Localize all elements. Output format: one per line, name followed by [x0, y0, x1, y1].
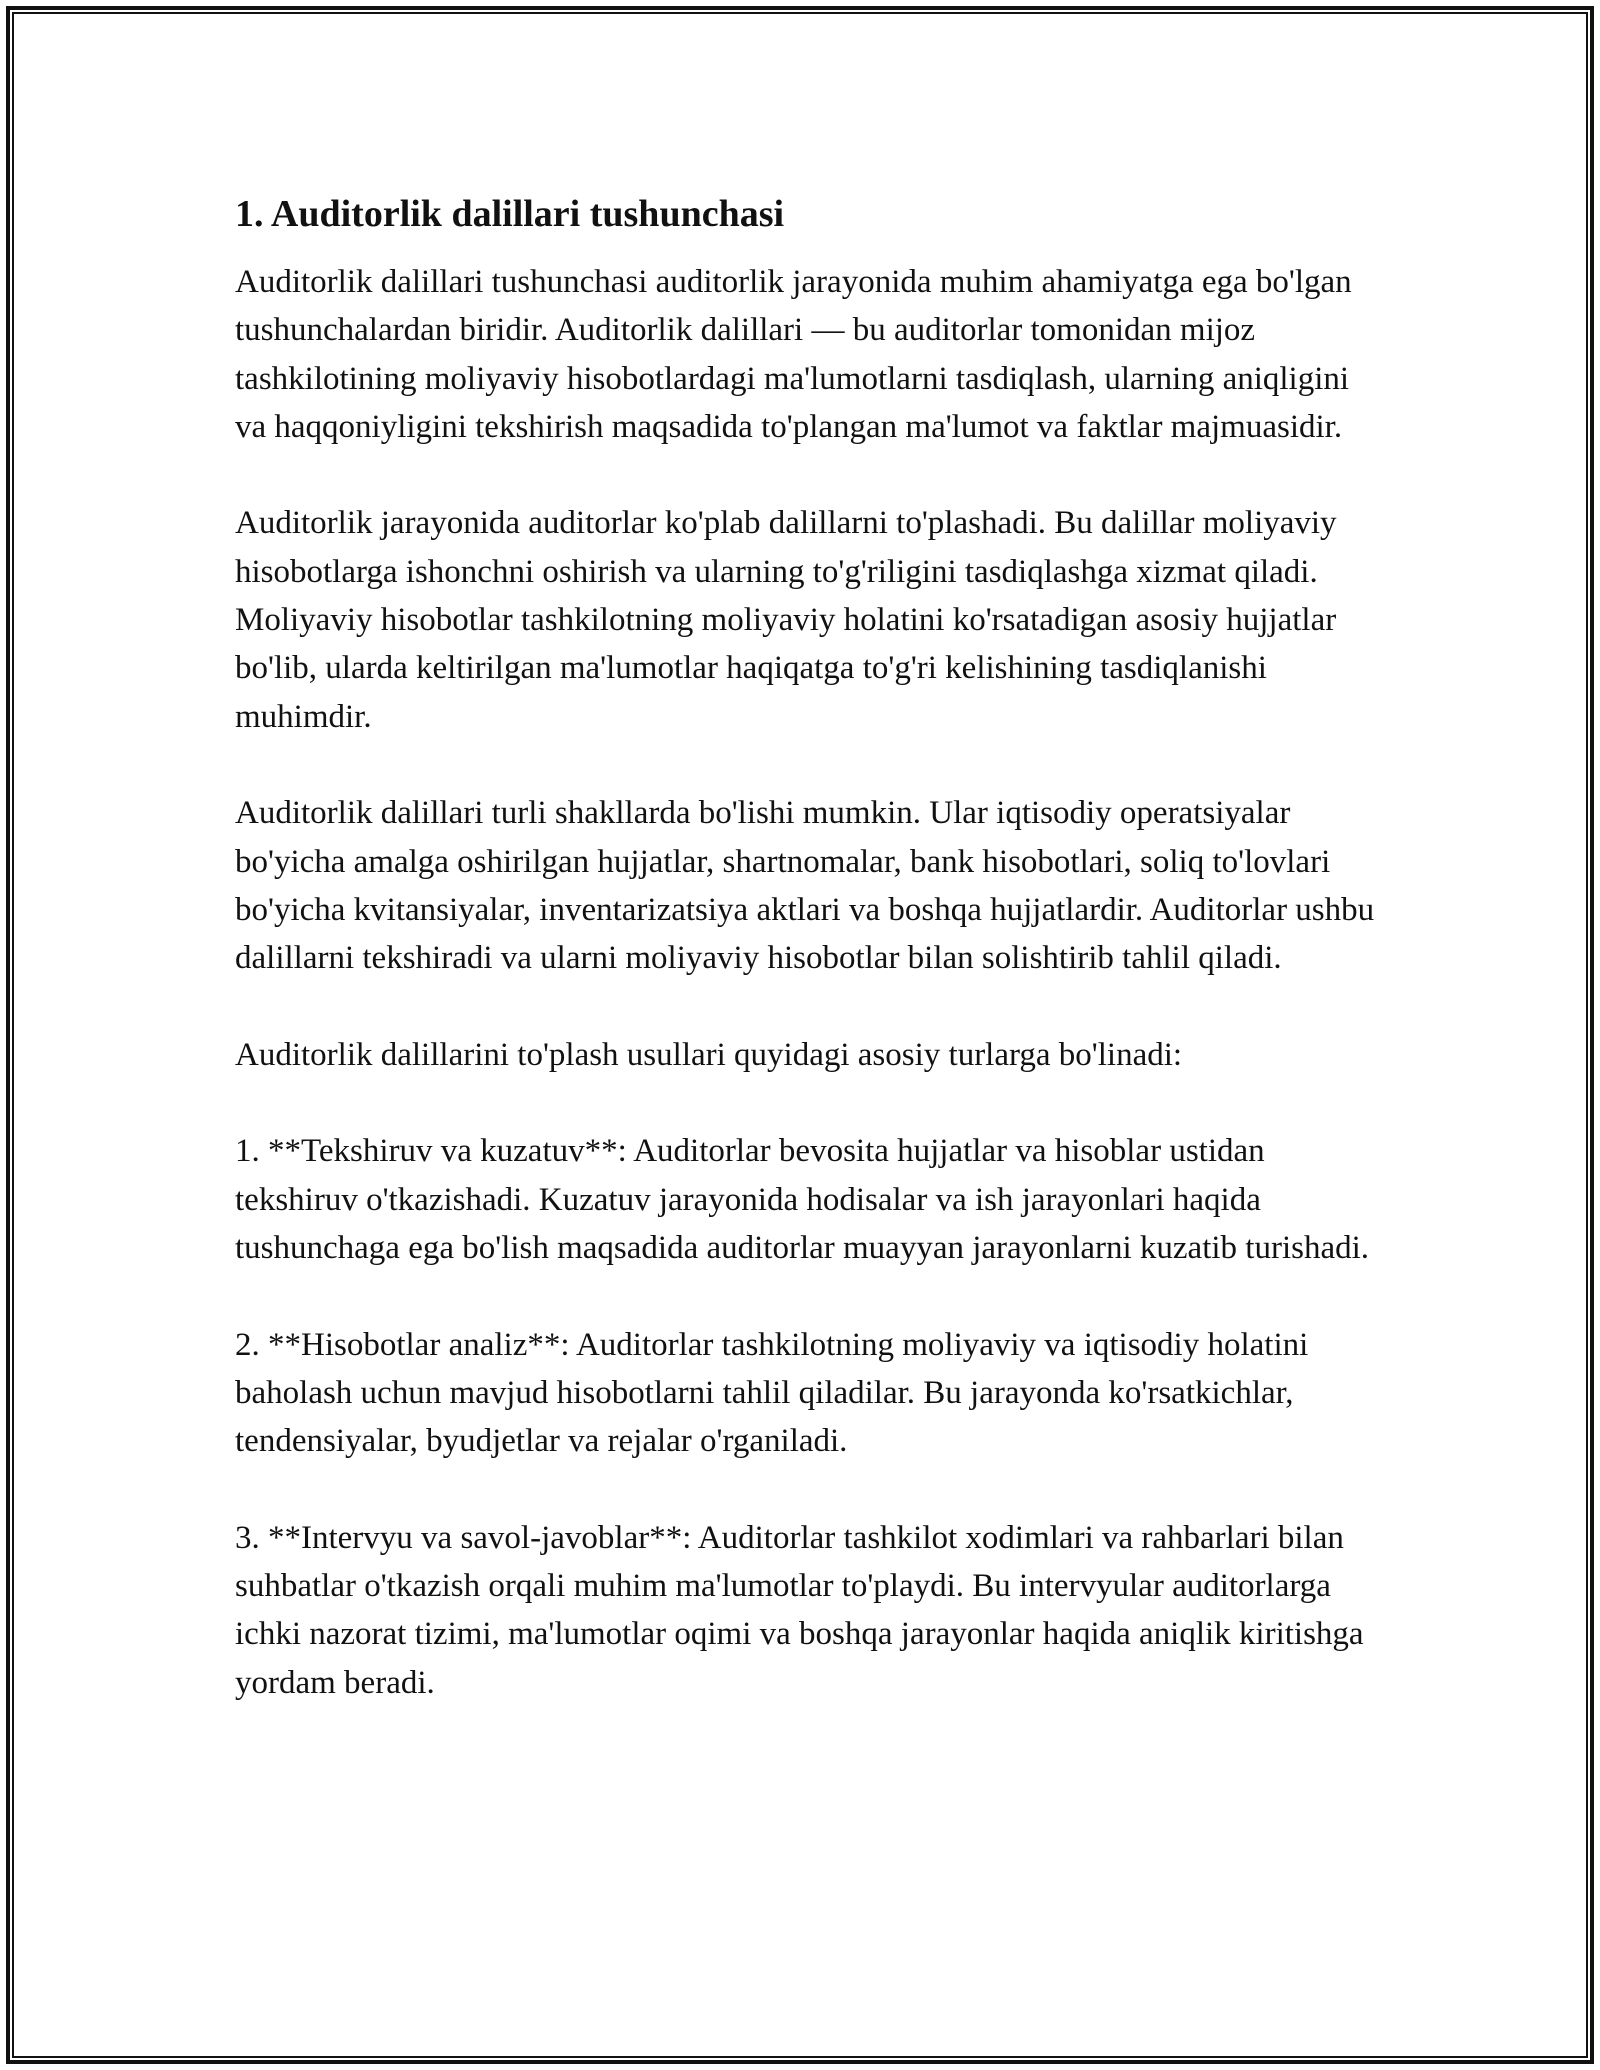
paragraph-collection: Auditorlik jarayonida auditorlar ko'plab dalillarni to'plashadi. Bu dalillar moliyaviy hisobotlarga ishonchni oshirish va ularning to'g'riligini tasdiqlashga xizmat qiladi. Moliyaviy hisobotlar tashkilotning moliyaviy holatini ko'rsatadigan asosiy hujjatlar bo'lib, ularda keltirilgan ma'lumotlar haqiqatga to'g'ri kelishining tasdiqlanishi muhimdir.: [235, 505, 1337, 735]
paragraph-definition: Auditorlik dalillari tushunchasi auditorlik jarayonida muhim ahamiyatga ega bo'lgan tushunchalardan biridir. Auditorlik dalillari — bu auditorlar tomonidan mijoz tashkilotining moliyaviy hisobotlardagi ma'lumotlarni tasdiqlash, ularning aniqligini va haqqoniyligini tekshirish maqsadida to'plangan ma'lumot va faktlar majmuasidir.: [235, 264, 1352, 445]
list-item-analysis: 2. **Hisobotlar analiz**: Auditorlar tashkilotning moliyaviy va iqtisodiy holatini baholash uchun mavjud hisobotlarni tahlil qiladilar. Bu jarayonda ko'rsatkichlar, tendensiyalar, byudjetlar va rejalar o'rganiladi.: [235, 1326, 1309, 1460]
paragraph-forms: Auditorlik dalillari turli shakllarda bo'lishi mumkin. Ular iqtisodiy operatsiyalar bo'yicha amalga oshirilgan hujjatlar, shartnomalar, bank hisobotlari, soliq to'lovlari bo'yicha kvitansiyalar, inventarizatsiya aktlari va boshqa hujjatlardir. Auditorlar ushbu dalillarni tekshiradi va ularni moliyaviy hisobotlar bilan solishtirib tahlil qiladi.: [235, 795, 1375, 977]
section-heading: 1. Auditorlik dalillari tushunchasi: [235, 193, 785, 235]
document-body: [235, 190, 1375, 1755]
paragraph-methods-intro: Auditorlik dalillarini to'plash usullari quyidagi asosiy turlarga bo'linadi:: [235, 1036, 1183, 1073]
list-item-inspection: 1. **Tekshiruv va kuzatuv**: Auditorlar bevosita hujjatlar va hisoblar ustidan tekshiruv o'tkazishadi. Kuzatuv jarayonida hodisalar va ish jarayonlari haqida tushunchaga ega bo'lish maqsadida auditorlar muayyan jarayonlarni kuzatib turishadi.: [235, 1133, 1370, 1266]
list-item-interview: 3. **Intervyu va savol-javoblar**: Auditorlar tashkilot xodimlari va rahbarlari bilan suhbatlar o'tkazish orqali muhim ma'lumotlar to'playdi. Bu intervyular auditorlarga ichki nazorat tizimi, ma'lumotlar oqimi va boshqa jarayonlar haqida aniqlik kiritishga yordam beradi.: [235, 1519, 1364, 1701]
